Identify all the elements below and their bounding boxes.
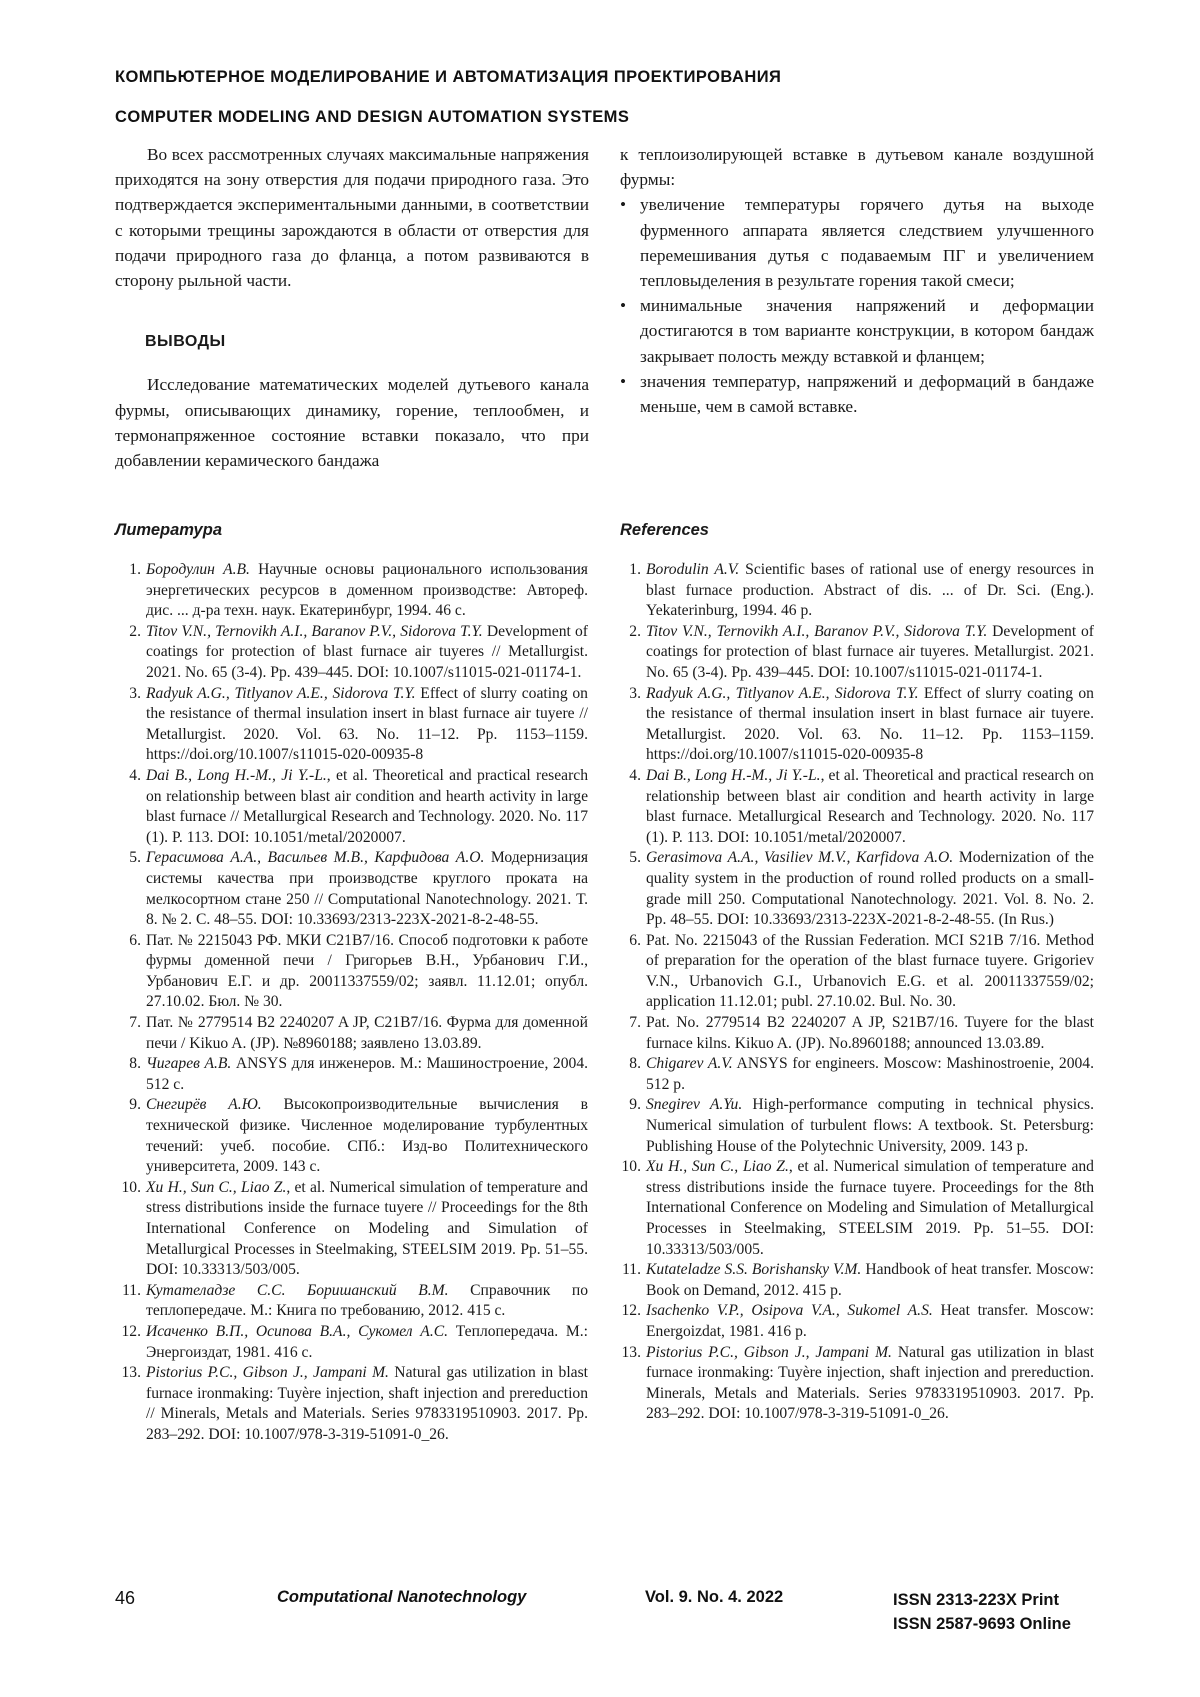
reference-text: ANSYS для инженеров. М.: Машиностроение, 2004. 512 с. (146, 1055, 589, 1093)
reference-authors: Titov V.N., Ternovikh A.I., Baranov P.V., Sidorova T.Y. (146, 622, 483, 640)
reference-authors: Borodulin A.V. (646, 561, 740, 578)
reference-authors: Gerasimova A.A., Vasiliev M.V., Karfidova A.O. (646, 849, 954, 867)
reference-text: ANSYS for engineers. Moscow: Mashinostroenie, 2004. 512 p. (646, 1055, 1094, 1093)
conclusions-heading: ВЫВОДЫ (145, 333, 226, 351)
reference-authors: Xu H., Sun C., Liao Z. (646, 1158, 789, 1176)
journal-name: Computational Nanotechnology (277, 1588, 527, 1606)
reference-number: 1. (129, 561, 141, 578)
reference-item (120, 684, 588, 766)
reference-authors: Герасимова А.А., Васильев М.В., Карфидова А.О. (146, 849, 485, 867)
reference-text: , et al. Theoretical and practical research on relationship between blast air condition and hearth activity in large blast furnace // Metallurgical Research and Technology. 2020. No. 117 (1). P. 113. DOI: 10.1051/metal/2020007. (146, 766, 588, 846)
reference-number: 7. (129, 1014, 141, 1032)
reference-number: 11. (122, 1281, 141, 1299)
reference-item (620, 622, 1094, 684)
reference-text: Модернизация системы качества при производстве круглого проката на мелкосортном стане 250 // Computational Nanotechnology. 2021. Т. 8. № 2. С. 48–55. DOI: 10.33693/2313-223X-2021-8-2-48-55. (146, 849, 589, 929)
reference-item (120, 1095, 588, 1177)
page-number: 46 (115, 1588, 136, 1608)
reference-authors: Chigarev A.V. (646, 1055, 733, 1073)
issn-online: ISSN 2587-9693 Online (893, 1615, 1071, 1633)
reference-item (120, 1054, 588, 1095)
reference-item (120, 848, 588, 930)
reference-number: 6. (629, 931, 641, 949)
reference-number: 5. (129, 849, 141, 867)
body-right-column (620, 142, 1094, 419)
reference-number: 4. (129, 766, 141, 784)
reference-item (620, 1013, 1094, 1054)
reference-authors: Чигарев А.В. (146, 1055, 232, 1073)
body-left-column (115, 142, 589, 473)
reference-text: Научные основы рационального использования энергетических ресурсов в доменном производстве: Автореф. дис. ... д-ра техн. наук. Екатеринбург, 1994. 46 с. (146, 561, 588, 620)
reference-authors: Xu H., Sun C., Liao Z. (146, 1178, 287, 1196)
bullet-icon: • (620, 195, 627, 215)
reference-item (620, 931, 1094, 1013)
reference-text: High-performance computing in technical physics. Numerical simulation of turbulent flows: A textbook. St. Petersburg: Publishing House of the Polytechnic University, 2009. 143 p. (646, 1096, 1094, 1155)
reference-number: 12. (621, 1302, 641, 1320)
reference-item (120, 1178, 588, 1281)
reference-number: 7. (629, 1014, 641, 1032)
reference-authors: Isachenko V.P., Osipova V.A., Sukomel A.S. (646, 1302, 933, 1320)
reference-number: 10. (621, 1158, 641, 1176)
reference-text: Теплопередача. М.: Энергоиздат, 1981. 416 с. (146, 1322, 589, 1361)
references-list-en (620, 560, 1094, 1425)
list-item: • значения температур, напряжений и деформаций в бандаже меньше, чем в самой вставке. (620, 369, 1094, 419)
references-heading-ru: Литература (115, 521, 222, 539)
reference-text: Scientific bases of rational use of energy resources in blast furnace production. Abstract of dis. ... of Dr. Sci. (Eng.). Yekaterinburg, 1994. 46 p. (646, 561, 1094, 620)
reference-number: 4. (629, 766, 641, 784)
reference-text: Effect of slurry coating on the resistance of thermal insulation insert in blast furnace air tuyere // Metallurgist. 2020. Vol. 63. No. 11–12. Pp. 1153–1159. https://doi.org/10.1007/s11015-020-00935-8 (146, 684, 588, 764)
reference-text: Development of coatings for protection of blast furnace air tuyeres // Metallurgist. 2021. No. 65 (3-4). Pp. 439–445. DOI: 10.1007/s11015-021-01174-1. (146, 622, 588, 681)
reference-item (120, 622, 588, 684)
reference-item (620, 848, 1094, 930)
references-heading-en: References (620, 521, 709, 539)
reference-number: 13. (121, 1364, 141, 1382)
reference-text: Пат. № 2215043 РФ. МКИ C21B7/16. Способ подготовки к работе фурмы доменной печи / Григорьев В.Н., Урбанович Г.И., Урбанович Е.Г. и др. 20011337559/02; заявл. 11.12.01; опубл. 27.10.02. Бюл. № 30. (146, 931, 588, 1011)
reference-authors: Pistorius P.C., Gibson J., Jampani M. (146, 1364, 389, 1382)
section-header-ru: КОМПЬЮТЕРНОЕ МОДЕЛИРОВАНИЕ И АВТОМАТИЗАЦИЯ ПРОЕКТИРОВАНИЯ (115, 68, 782, 86)
reference-number: 8. (629, 1055, 641, 1073)
reference-item (120, 1363, 588, 1445)
reference-number: 1. (629, 561, 641, 578)
reference-item (620, 1157, 1094, 1260)
reference-text: Pat. No. 2215043 of the Russian Federation. MCI S21B 7/16. Method of preparation for the operation of the blast furnace tuyere. Grigoriev V.N., Urbanovich G.I., Urbanovich E.G. et al. 20011337559/02; application 11.12.01; publ. 27.10.02. Bul. No. 30. (646, 931, 1094, 1011)
reference-text: Modernization of the quality system in the production of round rolled products on a small-grade mill 250. Computational Nanotechnology. 2021. Vol. 8. No. 2. Pp. 48–55. DOI: 10.33693/2313-223X-2021-8-2-48-55. (In Rus.) (646, 849, 1094, 929)
issn-print: ISSN 2313-223X Print (893, 1591, 1059, 1609)
reference-authors: Бородулин А.В. (146, 561, 250, 578)
conclusions-list (620, 192, 1094, 419)
reference-text: Natural gas utilization in blast furnace ironmaking: Tuyère injection, shaft injection and prereduction. Minerals, Metals and Materials. Series 9783319510903. 2017. Pp. 283–292. DOI: 10.1007/978-3-319-51091-0_26. (646, 1343, 1094, 1423)
reference-authors: Кутателадзе С.С. Боришанский В.М. (146, 1281, 449, 1299)
journal-volume: Vol. 9. No. 4. 2022 (645, 1588, 784, 1606)
reference-number: 13. (621, 1343, 641, 1361)
reference-text: Development of coatings for protection of blast furnace air tuyeres. Metallurgist. 2021. No. 65 (3-4). Pp. 439–445. DOI: 10.1007/s11015-021-01174-1. (646, 622, 1095, 681)
reference-item (620, 1301, 1094, 1342)
reference-item (120, 931, 588, 1013)
reference-text: Справочник по теплопередаче. М.: Книга по требованию, 2012. 415 с. (146, 1281, 588, 1320)
reference-number: 2. (629, 622, 641, 640)
reference-item (120, 1013, 588, 1054)
reference-item (620, 684, 1094, 766)
reference-authors: Radyuk A.G., Titlyanov A.E., Sidorova T.Y. (146, 684, 416, 702)
list-item: • минимальные значения напряжений и деформации достигаются в том варианте конструкции, в котором бандаж закрывает полость между вставкой и фланцем; (620, 293, 1094, 369)
reference-text: Natural gas utilization in blast furnace ironmaking: Tuyère injection, shaft injection and prereduction // Minerals, Metals and Materials. Series 9783319510903. 2017. Pp. 283–292. DOI: 10.1007/978-3-319-51091-0_26. (146, 1364, 588, 1443)
reference-authors: Titov V.N., Ternovikh A.I., Baranov P.V., Sidorova T.Y. (646, 622, 988, 640)
reference-authors: Dai B., Long H.-M., Ji Y.-L. (146, 766, 327, 784)
reference-item (620, 1054, 1094, 1095)
reference-item (120, 1322, 588, 1363)
section-header-en: COMPUTER MODELING AND DESIGN AUTOMATION SYSTEMS (115, 108, 630, 126)
reference-number: 3. (129, 684, 141, 702)
reference-item (620, 1095, 1094, 1157)
reference-text: Высокопроизводительные вычисления в технической физике. Численное моделирование турбулентных течений: учеб. пособие. СПб.: Изд-во Политехнического университета, 2009. 143 с. (146, 1096, 588, 1176)
reference-authors: Исаченко В.П., Осипова В.А., Сукомел А.С. (146, 1322, 449, 1340)
reference-text: Heat transfer. Moscow: Energoizdat, 1981. 416 p. (646, 1302, 1094, 1340)
reference-text: , et al. Numerical simulation of temperature and stress distributions inside the furnace tuyere // Proceedings for the 8th International Conference on Modeling and Simulation of Metallurgical Processes in Steelmaking, STEELSIM 2019. Pp. 51–55. DOI: 10.33313/503/005. (146, 1178, 588, 1279)
references-list-ru (120, 560, 588, 1446)
reference-authors: Снегирёв А.Ю. (146, 1096, 262, 1114)
reference-text: Пат. № 2779514 B2 2240207 A JP, C21B7/16. Фурма для доменной печи / Kikuo A. (JP). №8960188; заявлено 13.03.89. (146, 1014, 588, 1052)
reference-number: 11. (622, 1261, 641, 1279)
list-item: • увеличение температуры горячего дутья на выходе фурменного аппарата является следствием улучшенного перемешивания дутья с подаваемым ПГ и увеличением тепловыделения в результате горения такой смеси; (620, 192, 1094, 293)
reference-authors: Dai B., Long H.-M., Ji Y.-L. (646, 766, 821, 784)
body-paragraph: к теплоизолирующей вставке в дутьевом канале воздушной фурмы: (620, 145, 1094, 190)
reference-item (620, 1260, 1094, 1301)
reference-text: , et al. Numerical simulation of temperature and stress distributions inside the furnace tuyere. Proceedings for the 8th International Conference on Modeling and Simulation of Metallurgical Processes in Steelmaking, STEELSIM 2019. Pp. 51–55. DOI: 10.33313/503/005. (646, 1158, 1094, 1258)
reference-number: 8. (129, 1055, 141, 1073)
reference-item (120, 560, 588, 622)
journal-issn (893, 1588, 1071, 1636)
reference-number: 9. (629, 1096, 641, 1114)
reference-number: 12. (121, 1322, 141, 1340)
reference-authors: Pistorius P.C., Gibson J., Jampani M. (646, 1343, 892, 1361)
reference-item (120, 766, 588, 848)
reference-number: 9. (129, 1096, 141, 1114)
reference-number: 3. (629, 684, 641, 702)
reference-item (620, 1343, 1094, 1425)
reference-authors: Snegirev A.Yu. (646, 1096, 743, 1114)
reference-number: 5. (629, 849, 641, 867)
reference-text: , et al. Theoretical and practical research on relationship between blast air condition and hearth activity in large blast furnace. Metallurgical Research and Technology. 2020. No. 117 (1). P. 113. DOI: 10.1051/metal/2020007. (646, 766, 1094, 846)
bullet-icon: • (620, 371, 627, 391)
bullet-icon: • (620, 296, 627, 316)
reference-item (620, 766, 1094, 848)
body-paragraph: Исследование математических моделей дутьевого канала фурмы, описывающих динамику, горение, теплообмен, и термонапряженное состояние вставки показало, что при добавлении керамического бандажа (115, 375, 589, 471)
reference-text: Pat. No. 2779514 B2 2240207 A JP, S21B7/16. Tuyere for the blast furnace kilns. Kikuo A. (JP). No.8960188; announced 13.03.89. (646, 1014, 1094, 1052)
reference-number: 2. (129, 622, 141, 640)
reference-number: 6. (129, 931, 141, 949)
reference-text: Handbook of heat transfer. Moscow: Book on Demand, 2012. 415 p. (646, 1261, 1094, 1299)
reference-number: 10. (121, 1178, 141, 1196)
reference-authors: Radyuk A.G., Titlyanov A.E., Sidorova T.Y. (646, 684, 919, 702)
reference-item (620, 560, 1094, 622)
body-paragraph: Во всех рассмотренных случаях максимальные напряжения приходятся на зону отверстия для подачи природного газа. Это подтверждается экспериментальными данными, в соответствии с которыми трещины зарождаются в области от отверстия для подачи природного газа до фланца, а потом развиваются в сторону рыльной части. (115, 145, 589, 291)
reference-authors: Kutateladze S.S. Borishansky V.M. (646, 1261, 862, 1279)
reference-text: Effect of slurry coating on the resistance of thermal insulation insert in blast furnace air tuyere. Metallurgist. 2020. Vol. 63. No. 11–12. Pp. 1153–1159. https://doi.org/10.1007/s11015-020-00935-8 (646, 684, 1094, 764)
reference-item (120, 1281, 588, 1322)
